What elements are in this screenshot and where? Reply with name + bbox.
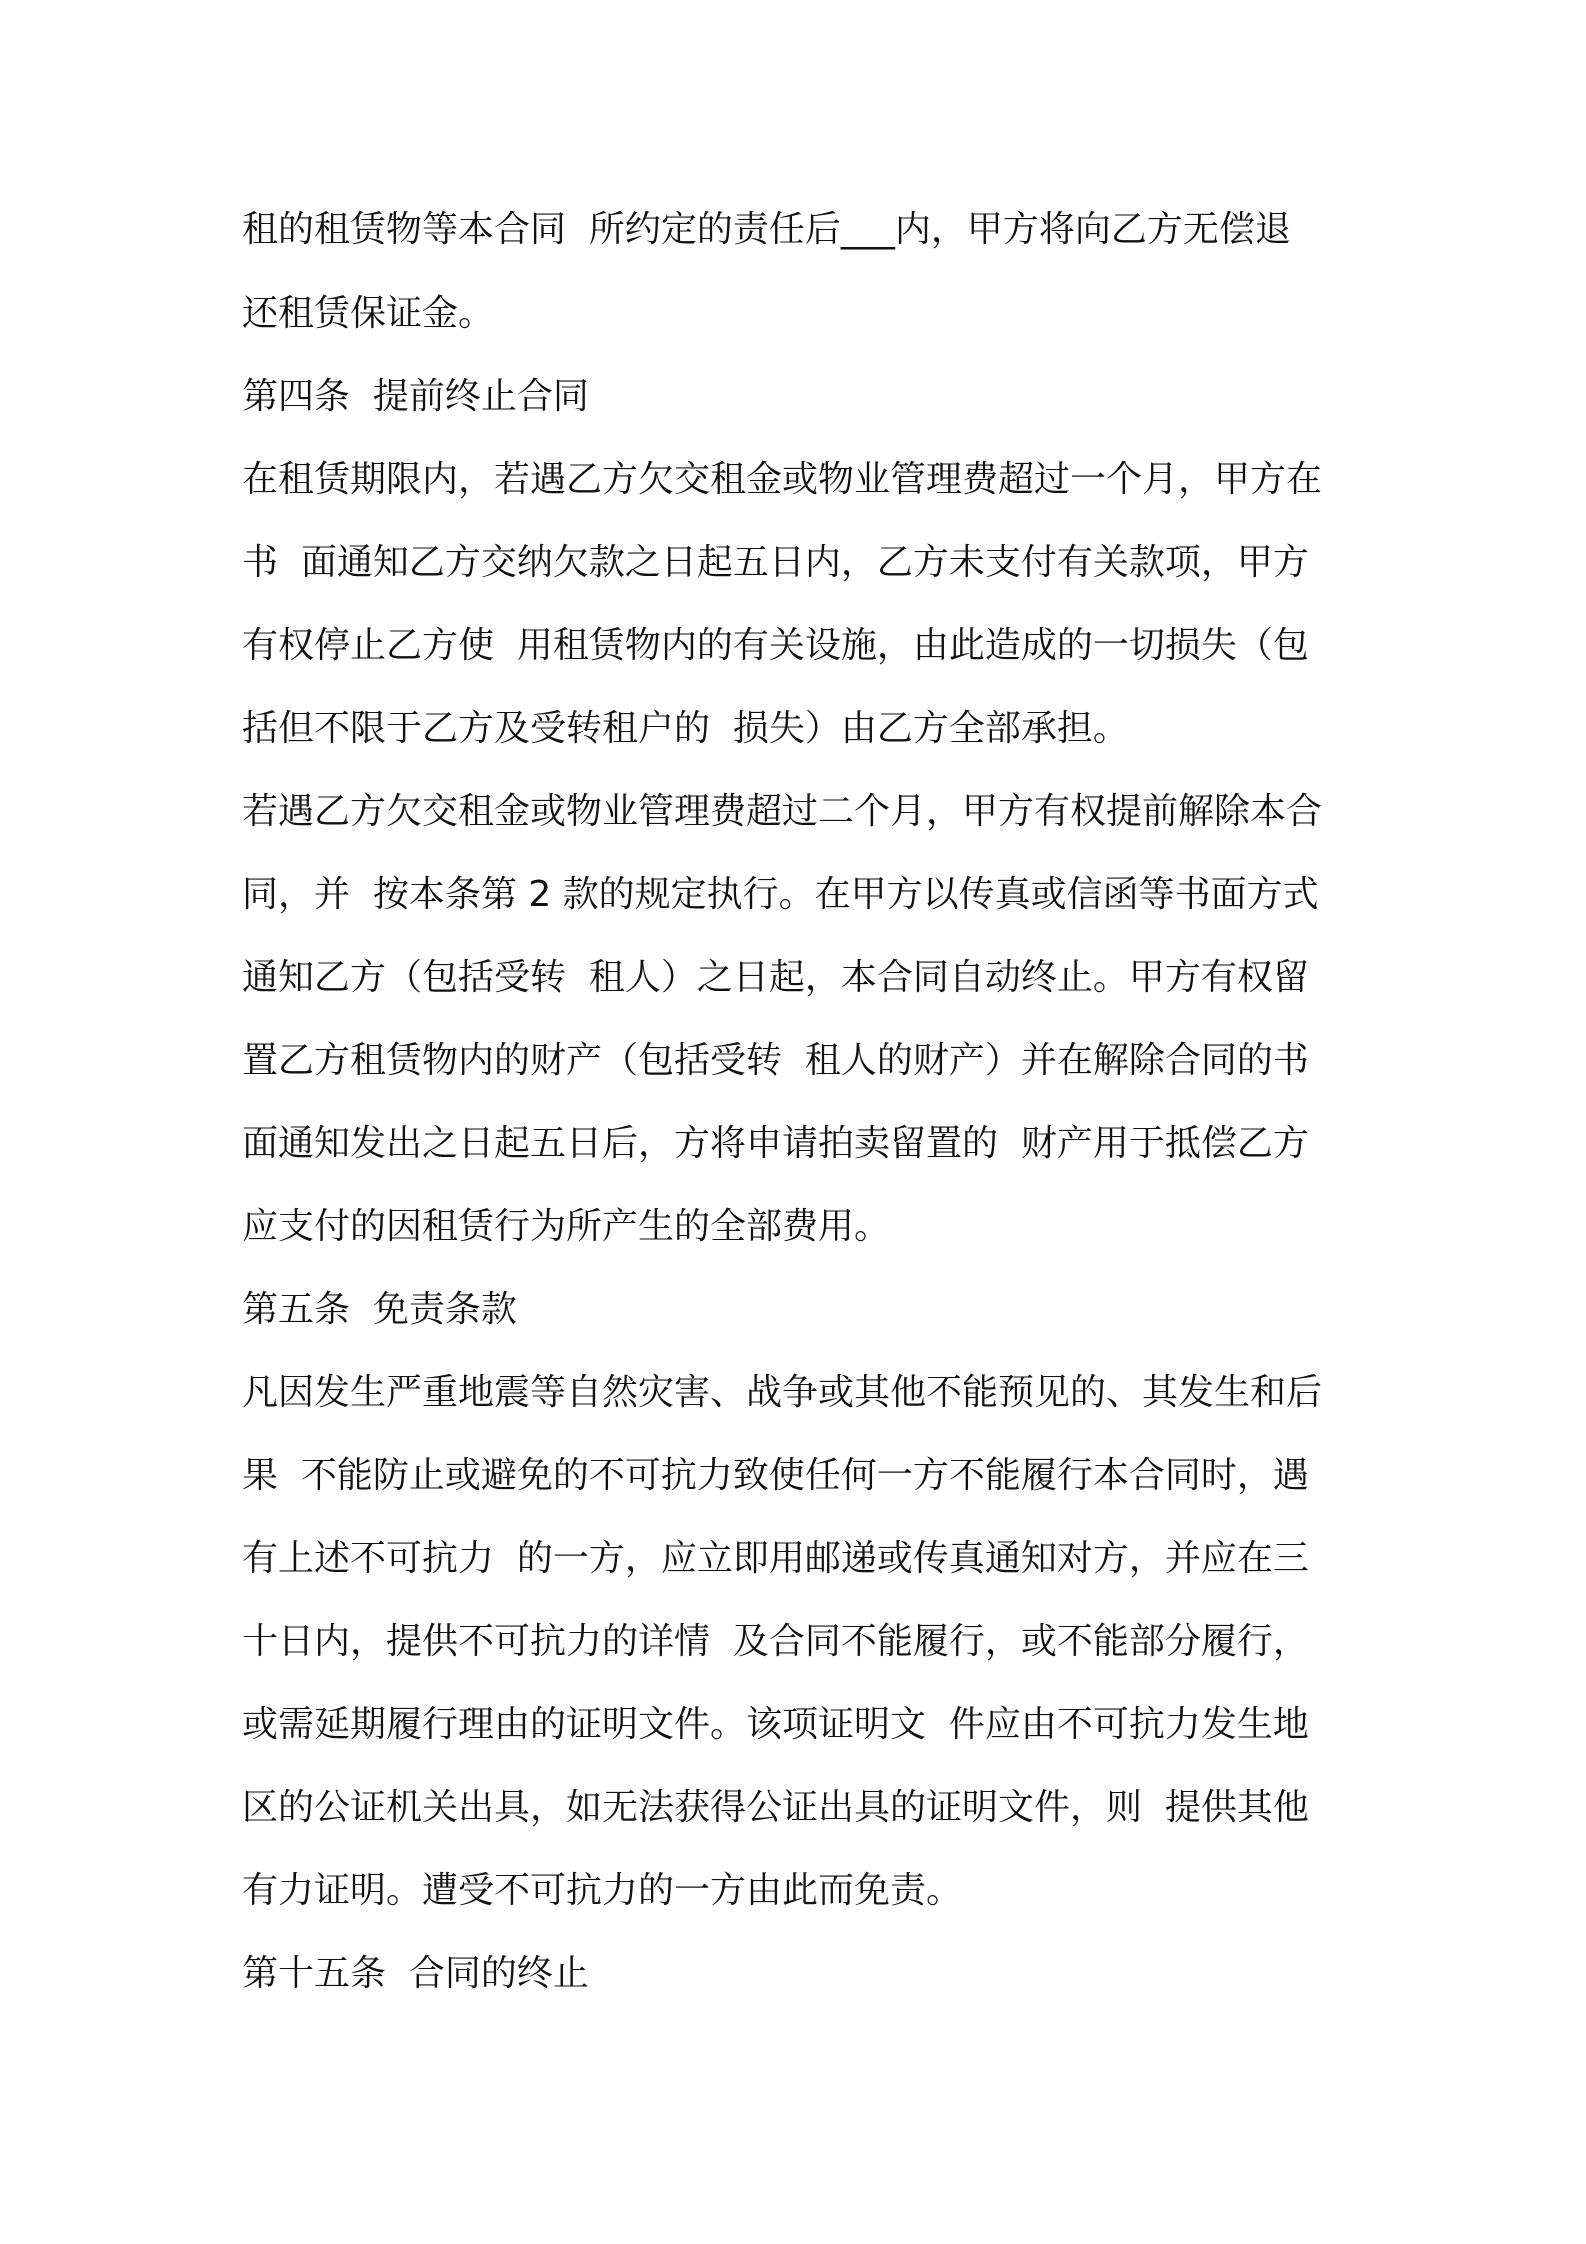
text-line: 面通知发出之日起五日后，方将申请拍卖留置的 财产用于抵偿乙方 xyxy=(242,1123,1309,1164)
text-line: 应支付的因租赁行为所产生的全部费用。 xyxy=(242,1206,891,1247)
text-line: 同，并 按本条第 2 款的规定执行。在甲方以传真或信函等书面方式 xyxy=(242,874,1319,915)
text-line: 区的公证机关出具，如无法获得公证出具的证明文件，则 提供其他 xyxy=(242,1787,1309,1828)
section-heading: 第五条 免责条款 xyxy=(242,1289,517,1330)
section-heading: 第十五条 合同的终止 xyxy=(242,1953,589,1994)
text-line: 通知乙方（包括受转 租人）之日起，本合同自动终止。甲方有权留 xyxy=(242,957,1309,998)
text-line: 在租赁期限内，若遇乙方欠交租金或物业管理费超过一个月，甲方在 xyxy=(242,459,1323,500)
text-line: 凡因发生严重地震等自然灾害、战争或其他不能预见的、其发生和后 xyxy=(242,1372,1323,1413)
text-line: 有上述不可抗力 的一方，应立即用邮递或传真通知对方，并应在三 xyxy=(242,1538,1309,1579)
text-line: 或需延期履行理由的证明文件。该项证明文 件应由不可抗力发生地 xyxy=(242,1704,1309,1745)
text-line: 十日内，提供不可抗力的详情 及合同不能履行，或不能部分履行， xyxy=(242,1621,1309,1662)
text-line: 还租赁保证金。 xyxy=(242,293,495,334)
text-line: 有权停止乙方使 用租赁物内的有关设施，由此造成的一切损失（包 xyxy=(242,625,1309,666)
text-line: 果 不能防止或避免的不可抗力致使任何一方不能履行本合同时，遇 xyxy=(242,1455,1309,1496)
text-line: 括但不限于乙方及受转租户的 损失）由乙方全部承担。 xyxy=(242,708,1129,749)
text-line: 有力证明。遭受不可抗力的一方由此而免责。 xyxy=(242,1870,963,1911)
text-line: 租的租赁物等本合同 所约定的责任后___内，甲方将向乙方无偿退 xyxy=(242,209,1291,250)
text-line: 书 面通知乙方交纳欠款之日起五日内，乙方未支付有关款项，甲方 xyxy=(242,542,1309,583)
section-heading: 第四条 提前终止合同 xyxy=(242,376,589,417)
text-line: 置乙方租赁物内的财产（包括受转 租人的财产）并在解除合同的书 xyxy=(242,1040,1309,1081)
text-line: 若遇乙方欠交租金或物业管理费超过二个月，甲方有权提前解除本合 xyxy=(242,791,1323,832)
